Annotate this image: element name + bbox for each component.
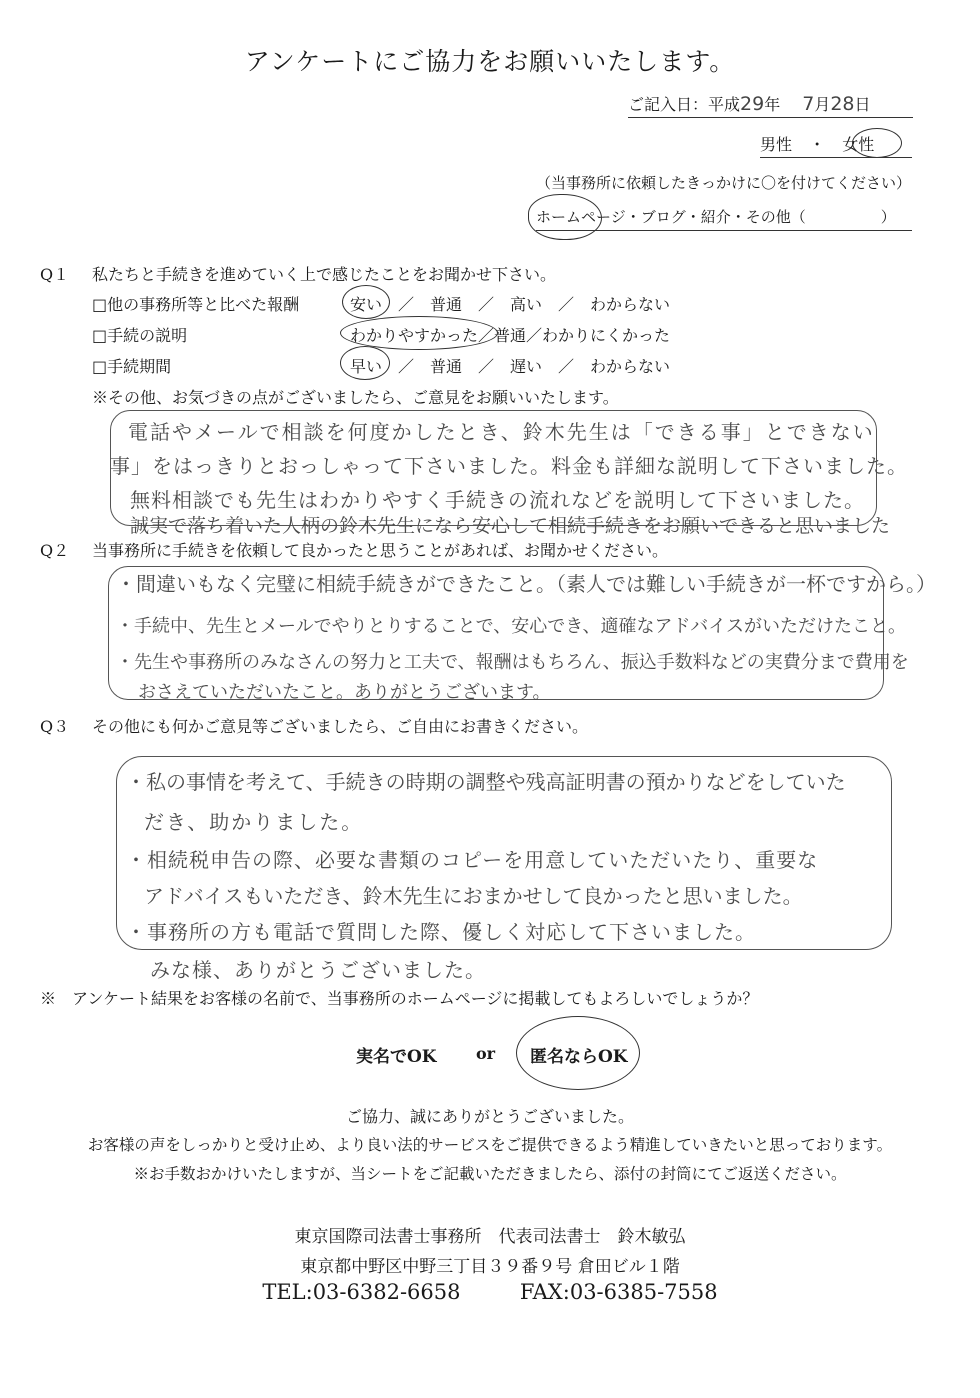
anonymous-circle-mark [516, 1016, 640, 1090]
q2-answer-line: ・先生や事務所のみなさんの努力と工夫で、報酬はもちろん、振込手数料などの実費分まで費用を [116, 652, 909, 673]
gender-male[interactable]: 男性 [760, 135, 793, 154]
option-or: or [476, 1044, 496, 1063]
trigger-prompt: （当事務所に依頼したきっかけに〇を付けてください） [536, 174, 912, 192]
closing-message: お客様の声をしっかりと受け止め、より良い法的サービスをご提供できるよう精進していきたいと思っております。 [87, 1136, 893, 1154]
q1-answer-line: 無料相談でも先生はわかりやすく手続きの流れなどを説明して下さいました。 [130, 488, 865, 512]
q2-label: Q２ [40, 541, 70, 560]
gender-female[interactable]: 女性 [842, 135, 875, 154]
fast-circle-mark [340, 346, 390, 380]
date-year: 29 [740, 93, 765, 115]
option-real-name[interactable]: 実名でOK [356, 1047, 437, 1067]
q1-label: Q１ [40, 265, 70, 284]
q3-answer-line: アドバイスもいただき、鈴木先生におまかせして良かったと思いました。 [144, 884, 803, 908]
office-name: 東京国際司法書士事務所 代表司法書士 鈴木敏弘 [294, 1227, 686, 1247]
year-suffix: 年 [764, 95, 781, 114]
q3-answer-line: ・事務所の方も電話で質問した際、優しく対応して下さいました。 [126, 920, 756, 944]
trigger-options[interactable]: ホームページ・ブログ・紹介・その他（ ） [536, 206, 912, 231]
date-line [628, 92, 913, 118]
q3-answer-line: みな様、ありがとうございました。 [150, 958, 486, 982]
q2-answer-line: ・間違いもなく完璧に相続手続きができたこと。（素人では難しい手続きが一杯ですから。） [116, 572, 936, 596]
q2-answer-line: ・手続中、先生とメールでやりとりすることで、安心でき、適確なアドバイスがいただけたこと。 [116, 616, 907, 637]
month-suffix: 月 [814, 95, 831, 114]
q1-fee-item: □他の事務所等と比べた報酬 [92, 295, 300, 314]
q1-period-options[interactable]: 早い ／ 普通 ／ 遅い ／ わからない [350, 357, 671, 376]
q3-label: Q３ [40, 717, 70, 736]
date-month: 7 [802, 93, 815, 115]
office-tel[interactable]: TEL:03-6382-6658 [262, 1280, 461, 1304]
q3-answer-line: ・私の事情を考えて、手続きの時期の調整や残高証明書の預かりなどをしていた [126, 770, 846, 794]
q1-explanation-options[interactable]: わかりやすかった／普通／わかりにくかった [350, 326, 671, 345]
q1-question: 私たちと手続きを進めていく上で感じたことをお聞かせ下さい。 [92, 265, 557, 284]
cheap-circle-mark [342, 285, 390, 319]
office-contact [0, 1280, 980, 1304]
q3-question: その他にも何かご意見等ございましたら、ご自由にお書きください。 [92, 717, 589, 736]
closing-thanks: ご協力、誠にありがとうございました。 [345, 1107, 634, 1126]
page-title: アンケートにご協力をお願いいたします。 [244, 47, 736, 76]
q1-note: ※その他、お気づきの点がございましたら、ご意見をお願いいたします。 [92, 388, 619, 407]
q2-answer-line: おさえていただいたこと。ありがとうございます。 [138, 682, 551, 703]
date-day: 28 [830, 93, 855, 115]
clear-circle-mark [340, 316, 498, 350]
office-fax[interactable]: FAX:03-6385-7558 [519, 1280, 718, 1304]
q1-answer-line: 電話やメールで相談を何度かしたとき、鈴木先生は「できる事」とできない [128, 420, 875, 444]
office-address: 東京都中野区中野三丁目３９番９号 倉田ビル１階 [300, 1257, 680, 1277]
q3-answer-line: ・相続税申告の際、必要な書類のコピーを用意していただいたり、重要な [126, 848, 819, 872]
q1-answer-line: 事」をはっきりとおっしゃって下さいました。料金も詳細な説明して下さいました。 [110, 454, 908, 478]
date-label: ご記入日：平成 [628, 95, 741, 114]
female-circle-mark [852, 128, 902, 158]
publication-question: ※ アンケート結果をお客様の名前で、当事務所のホームページに掲載してもよろしいでしょうか？ [40, 989, 759, 1008]
gender-separator: ・ [809, 135, 826, 154]
q1-period-item: □手続期間 [92, 357, 172, 376]
day-suffix: 日 [854, 95, 871, 114]
q3-answer-line: だき、助かりました。 [144, 810, 364, 834]
q1-explanation-item: □手続の説明 [92, 326, 188, 345]
option-anonymous[interactable]: 匿名ならOK [530, 1047, 628, 1067]
q1-answer-line: 誠実で落ち着いた人柄の鈴木先生になら安心して相続手続きをお願いできると思いました [130, 515, 891, 537]
q1-fee-options[interactable]: 安い ／ 普通 ／ 高い ／ わからない [350, 295, 671, 314]
closing-request: ※お手数おかけいたしますが、当シートをご記載いただきましたら、添付の封筒にてご返送ください。 [133, 1165, 847, 1183]
homepage-circle-mark [528, 194, 602, 240]
q2-question: 当事務所に手続きを依頼して良かったと思うことがあれば、お聞かせください。 [92, 541, 669, 560]
